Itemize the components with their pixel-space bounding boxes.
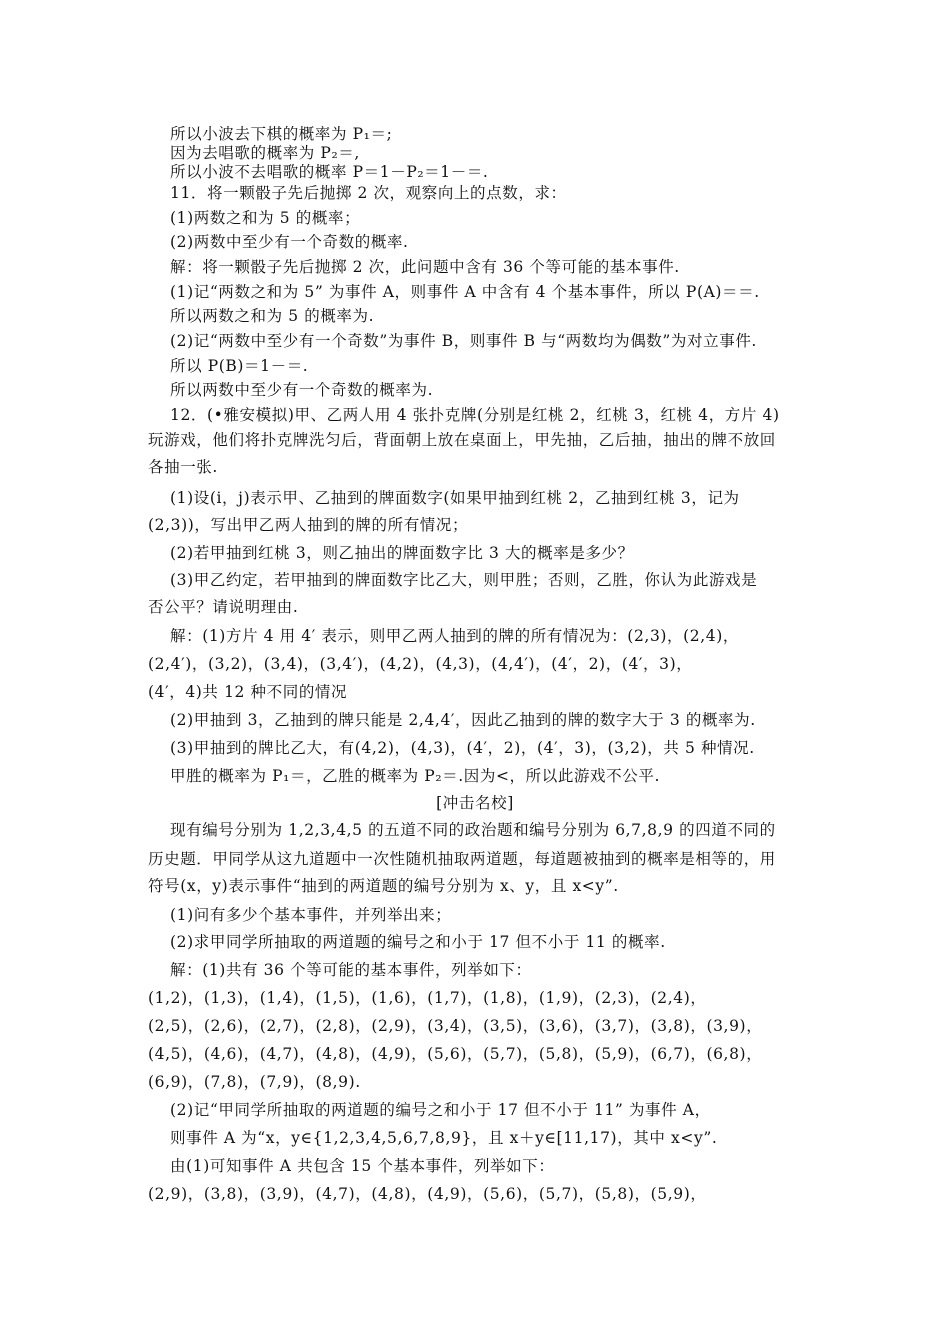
text-line: 因为去唱歌的概率为 P₂＝, xyxy=(170,144,360,162)
text-line: 解：将一颗骰子先后抛掷 2 次，此问题中含有 36 个等可能的基本事件. xyxy=(170,258,680,276)
text-line: (1,2)，(1,3)，(1,4)，(1,5)，(1,6)，(1,7)，(1,8)，(1,9)，(2,3)，(2,4)， xyxy=(148,989,707,1007)
text-line: 所以小波去下棋的概率为 P₁＝; xyxy=(170,125,393,143)
text-line: 现有编号分别为 1,2,3,4,5 的五道不同的政治题和编号分别为 6,7,8,9 的四道不同的 xyxy=(170,821,776,839)
text-line: (2)甲抽到 3，乙抽到的牌只能是 2,4,4′，因此乙抽到的牌的数字大于 3 的概率为. xyxy=(170,711,756,729)
text-line: 所以两数中至少有一个奇数的概率为. xyxy=(170,381,434,399)
text-line: 符号(x，y)表示事件“抽到的两道题的编号分别为 x、y，且 x<y”. xyxy=(148,877,619,895)
text-line: (2,5)，(2,6)，(2,7)，(2,8)，(2,9)，(3,4)，(3,5)，(3,6)，(3,7)，(3,8)，(3,9)， xyxy=(148,1017,763,1035)
text-line: 所以 P(B)＝1－＝. xyxy=(170,357,309,375)
text-line: (2)两数中至少有一个奇数的概率. xyxy=(170,233,409,251)
text-line: 历史题．甲同学从这九道题中一次性随机抽取两道题，每道题被抽到的概率是相等的，用 xyxy=(148,850,776,868)
text-line: (2)求甲同学所抽取的两道题的编号之和小于 17 但不小于 11 的概率. xyxy=(170,933,666,951)
text-line: 解：(1)方片 4 用 4′ 表示，则甲乙两人抽到的牌的所有情况为：(2,3)，(2,4)， xyxy=(170,627,739,645)
text-line: (2,4′)，(3,2)，(3,4)，(3,4′)，(4,2)，(4,3)，(4,4′)，(4′，2)，(4′，3)， xyxy=(148,655,693,673)
question-12: 12．(•雅安模拟)甲、乙两人用 4 张扑克牌(分别是红桃 2，红桃 3，红桃 4，方片 4) xyxy=(170,406,780,424)
text-line: (4′，4)共 12 种不同的情况 xyxy=(148,683,348,701)
text-line: 解：(1)共有 36 个等可能的基本事件，列举如下： xyxy=(170,961,532,979)
text-line: 所以小波不去唱歌的概率 P＝1－P₂＝1－＝. xyxy=(170,163,489,181)
text-line: 各抽一张. xyxy=(148,458,218,476)
text-line: 否公平？请说明理由. xyxy=(148,598,299,616)
text-line: (2,3))，写出甲乙两人抽到的牌的所有情况； xyxy=(148,516,469,534)
text-line: (6,9)，(7,8)，(7,9)，(8,9). xyxy=(148,1073,361,1091)
text-line: 所以两数之和为 5 的概率为. xyxy=(170,307,375,325)
text-line: (2)记“甲同学所抽取的两道题的编号之和小于 17 但不小于 11” 为事件 A， xyxy=(170,1101,711,1119)
text-line: (3)甲抽到的牌比乙大，有(4,2)，(4,3)，(4′，2)，(4′，3)，(3,2)，共 5 种情况. xyxy=(170,739,755,757)
text-line: 甲胜的概率为 P₁＝，乙胜的概率为 P₂＝.因为<，所以此游戏不公平. xyxy=(170,767,660,785)
text-line: 由(1)可知事件 A 共包含 15 个基本事件，列举如下： xyxy=(170,1157,555,1175)
text-line: (1)两数之和为 5 的概率； xyxy=(170,209,361,227)
text-line: (1)设(i，j)表示甲、乙抽到的牌面数字(如果甲抽到红桃 2，乙抽到红桃 3，记为 xyxy=(170,489,740,507)
section-heading: [冲击名校] xyxy=(436,794,514,812)
text-line: (1)问有多少个基本事件，并列举出来； xyxy=(170,906,452,924)
text-line: 则事件 A 为“x，y∈{1,2,3,4,5,6,7,8,9}，且 x＋y∈[11,17)，其中 x<y”. xyxy=(170,1129,718,1147)
text-line: (2,9)，(3,8)，(3,9)，(4,7)，(4,8)，(4,9)，(5,6)，(5,7)，(5,8)，(5,9)， xyxy=(148,1185,707,1203)
text-line: (3)甲乙约定，若甲抽到的牌面数字比乙大，则甲胜；否则，乙胜，你认为此游戏是 xyxy=(170,571,758,589)
text-line: (2)记“两数中至少有一个奇数”为事件 B，则事件 B 与“两数均为偶数”为对立事件. xyxy=(170,332,757,350)
text-line: (1)记“两数之和为 5” 为事件 A，则事件 A 中含有 4 个基本事件，所以 P(A)＝＝. xyxy=(170,283,760,301)
text-line: (4,5)，(4,6)，(4,7)，(4,8)，(4,9)，(5,6)，(5,7)，(5,8)，(5,9)，(6,7)，(6,8)， xyxy=(148,1045,763,1063)
text-line: 玩游戏，他们将扑克牌洗匀后，背面朝上放在桌面上，甲先抽，乙后抽，抽出的牌不放回 xyxy=(148,431,776,449)
question-11: 11．将一颗骰子先后抛掷 2 次，观察向上的点数，求： xyxy=(170,184,567,202)
text-line: (2)若甲抽到红桃 3，则乙抽出的牌面数字比 3 大的概率是多少？ xyxy=(170,544,634,562)
